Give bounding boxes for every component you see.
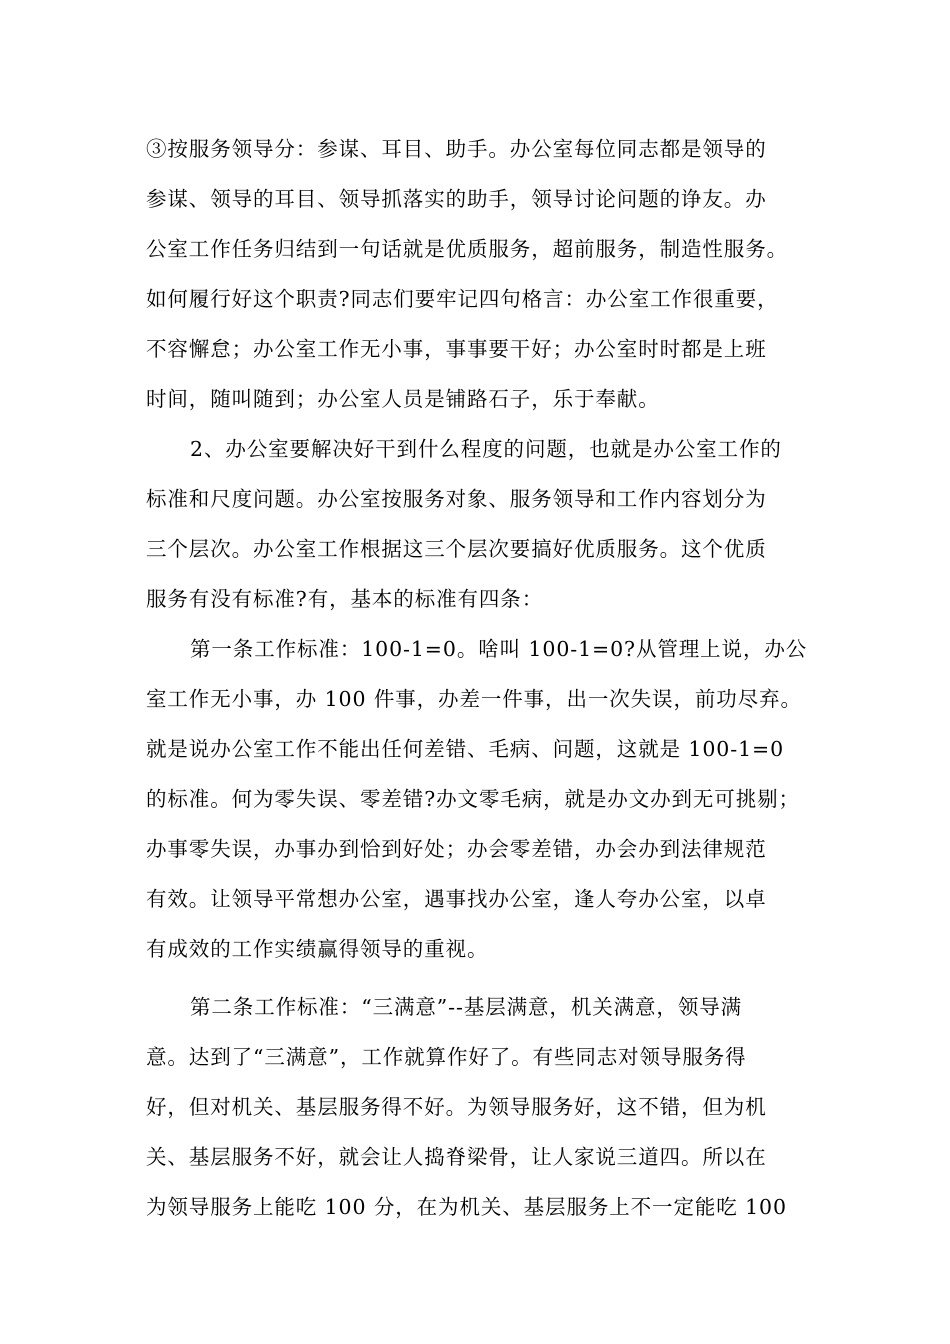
text-line: ③按服务领导分：参谋、耳目、助手。办公室每位同志都是领导的 bbox=[146, 137, 767, 161]
text-line: 关、基层服务不好，就会让人捣脊梁骨，让人家说三道四。所以在 bbox=[146, 1145, 767, 1169]
text-line: 服务有没有标准?有，基本的标准有四条： bbox=[146, 587, 544, 611]
text-line: 第一条工作标准：100-1=0。啥叫 100-1=0?从管理上说，办公 bbox=[190, 637, 808, 661]
text-line: 第二条工作标准：“三满意”--基层满意，机关满意，领导满 bbox=[190, 995, 743, 1019]
text-line: 就是说办公室工作不能出任何差错、毛病、问题，这就是 100-1=0 bbox=[146, 737, 785, 761]
text-line: 如何履行好这个职责?同志们要牢记四句格言：办公室工作很重要， bbox=[146, 287, 779, 311]
text-line: 有成效的工作实绩赢得领导的重视。 bbox=[146, 937, 489, 961]
text-line: 意。达到了“三满意”，工作就算作好了。有些同志对领导服务得 bbox=[146, 1045, 747, 1069]
text-line: 好，但对机关、基层服务得不好。为领导服务好，这不错，但为机 bbox=[146, 1095, 767, 1119]
text-line: 2、办公室要解决好干到什么程度的问题，也就是办公室工作的 bbox=[190, 437, 782, 461]
text-line: 时间，随叫随到；办公室人员是铺路石子，乐于奉献。 bbox=[146, 387, 660, 411]
text-line: 办事零失误，办事办到恰到好处；办会零差错，办会办到法律规范 bbox=[146, 837, 767, 861]
text-line: 三个层次。办公室工作根据这三个层次要搞好优质服务。这个优质 bbox=[146, 537, 767, 561]
text-line: 的标准。何为零失误、零差错?办文零毛病，就是办文办到无可挑剔； bbox=[146, 787, 800, 811]
text-line: 不容懈怠；办公室工作无小事，事事要干好；办公室时时都是上班 bbox=[146, 337, 767, 361]
paragraph-gap bbox=[146, 974, 811, 982]
text-line: 有效。让领导平常想办公室，遇事找办公室，逢人夸办公室，以卓 bbox=[146, 887, 767, 911]
text-line: 公室工作任务归结到一句话就是优质服务，超前服务，制造性服务。 bbox=[146, 237, 788, 261]
text-line: 为领导服务上能吃 100 分，在为机关、基层服务上不一定能吃 100 bbox=[146, 1195, 787, 1219]
document-body bbox=[146, 124, 811, 1232]
text-line: 标准和尺度问题。办公室按服务对象、服务领导和工作内容划分为 bbox=[146, 487, 767, 511]
text-line: 室工作无小事，办 100 件事，办差一件事，出一次失误，前功尽弃。 bbox=[146, 687, 802, 711]
text-line: 参谋、领导的耳目、领导抓落实的助手，领导讨论问题的诤友。办 bbox=[146, 187, 767, 211]
